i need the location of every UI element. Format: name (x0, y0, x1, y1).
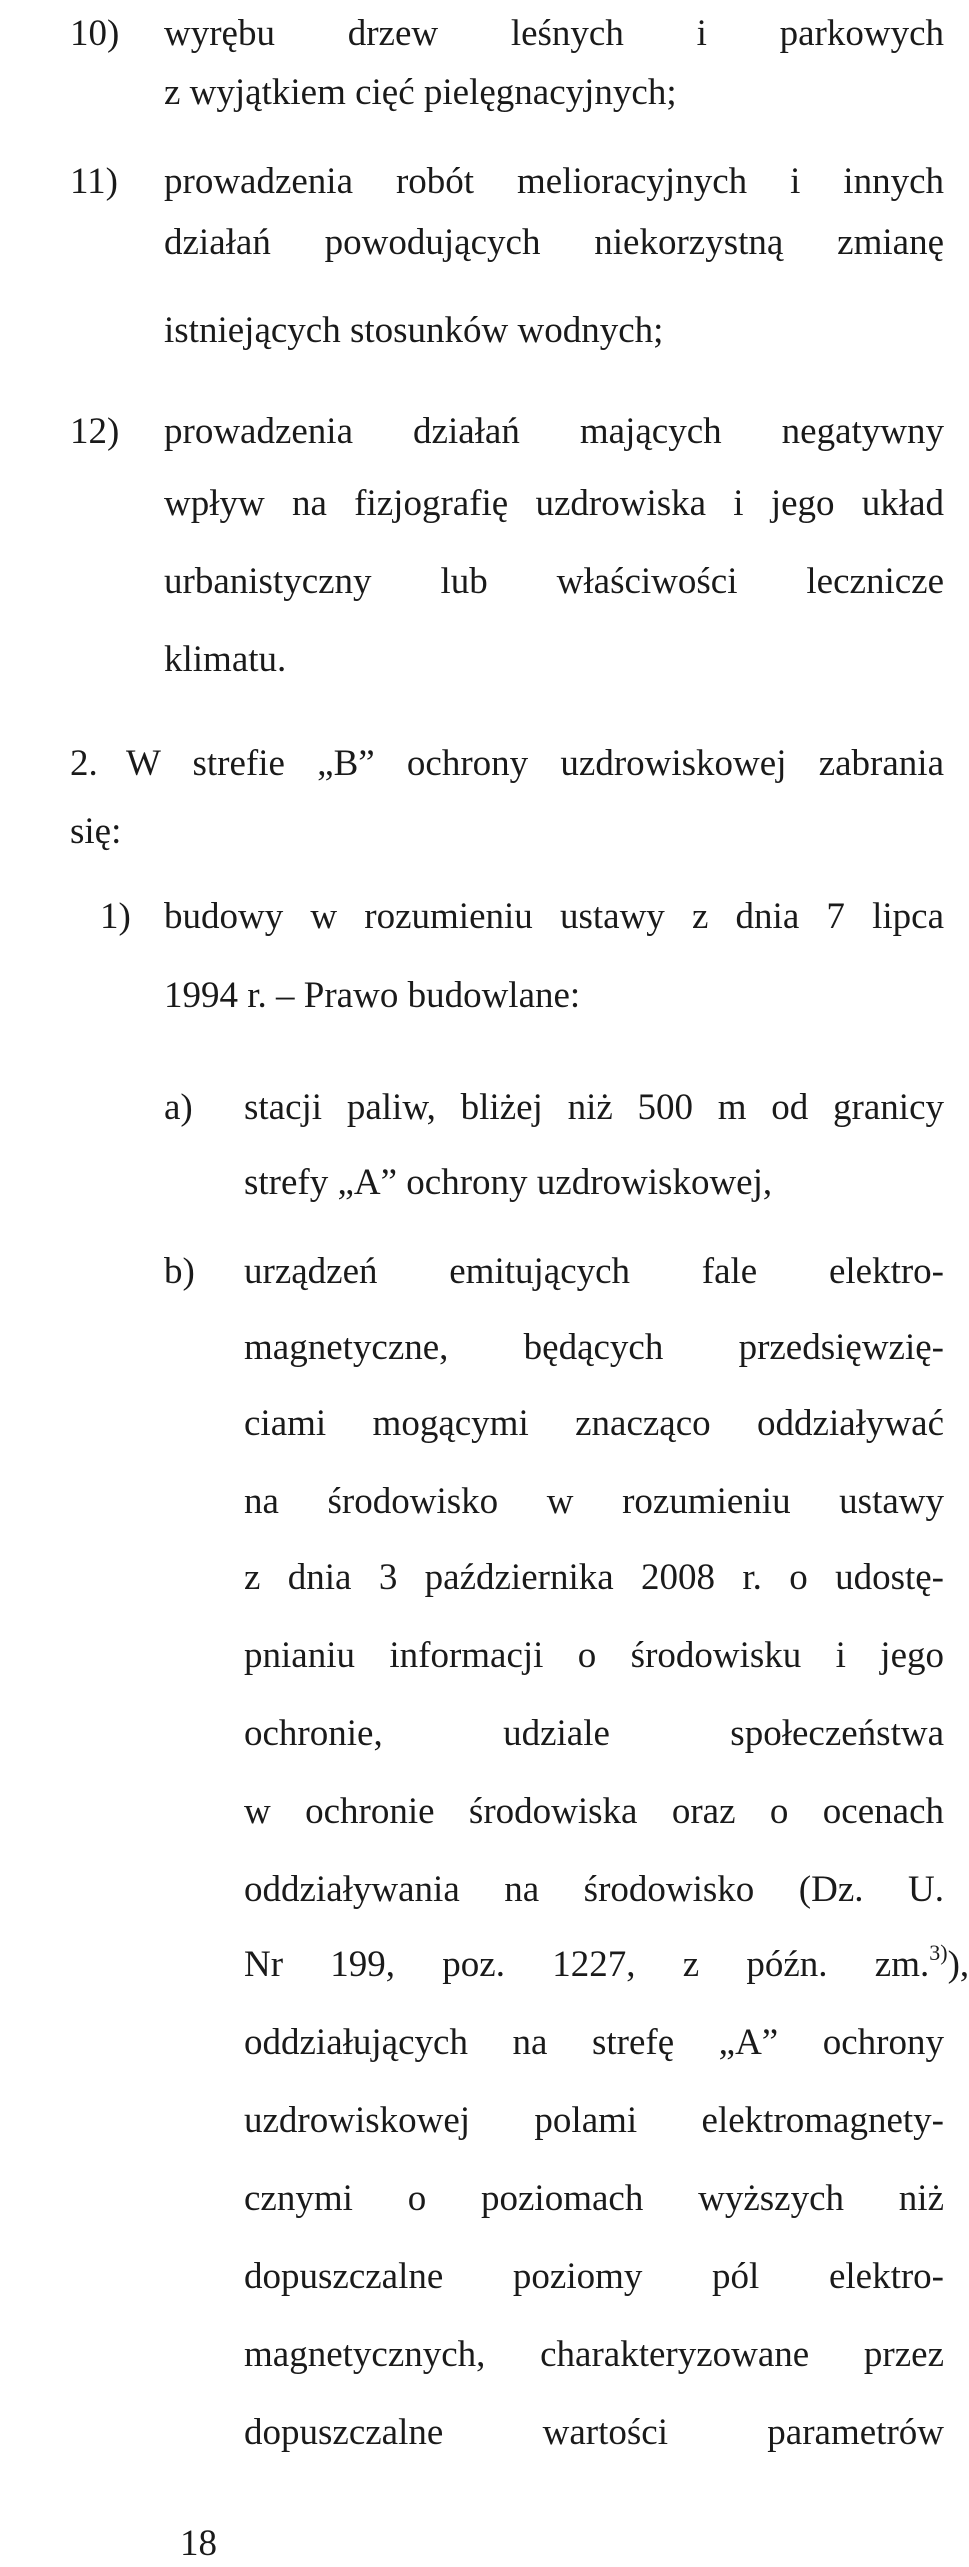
sub-b-line-9: oddziaływania na środowisko (Dz. U. (244, 1869, 944, 1910)
section-2-number: 2. (70, 743, 98, 784)
sub-b-line-8: w ochronie środowiska oraz o ocenach (244, 1791, 944, 1832)
sub-b-line-5: z dnia 3 października 2008 r. o udostę- (244, 1557, 944, 1598)
item-11-line-2: działań powodujących niekorzystną zmianę (164, 222, 944, 263)
footnote-tail: ), (947, 1944, 969, 1985)
item-12-line-2: wpływ na fizjografię uzdrowiska i jego układ (164, 483, 944, 524)
sub-b-line-6: pnianiu informacji o środowisku i jego (244, 1635, 944, 1676)
sub-b-line-2: magnetyczne, będących przedsięwzię- (244, 1327, 944, 1368)
item-12-line-3: urbanistyczny lub właściwości lecznicze (164, 561, 944, 602)
sub-b-label: b) (164, 1251, 195, 1292)
sub-b-line-13: cznymi o poziomach wyższych niż (244, 2178, 944, 2219)
item-11-line-1: prowadzenia robót melioracyjnych i innych (164, 161, 944, 202)
item-10-line-2: z wyjątkiem cięć pielęgnacyjnych; (164, 72, 677, 113)
item-10-line-1: wyrębu drzew leśnych i parkowych (164, 13, 944, 54)
section-2-line-2: się: (70, 811, 122, 852)
footnote-reference (929, 1940, 969, 1987)
sub-b-line-10-text: Nr 199, poz. 1227, z późn. zm. (244, 1944, 930, 1985)
page-number: 18 (180, 2523, 217, 2564)
section-2-line-1: W strefie „B” ochrony uzdrowiskowej zabrania (126, 743, 944, 784)
sub-b-line-4: na środowisko w rozumieniu ustawy (244, 1481, 944, 1522)
sub-b-line-14: dopuszczalne poziomy pól elektro- (244, 2256, 944, 2297)
item-1-number: 1) (100, 896, 131, 937)
item-12-line-1: prowadzenia działań mających negatywny (164, 411, 944, 452)
item-number-12: 12) (70, 411, 120, 452)
item-number-10: 10) (70, 13, 120, 54)
sub-b-line-16: dopuszczalne wartości parametrów (244, 2412, 944, 2453)
sub-b-line-15: magnetycznych, charakteryzowane przez (244, 2334, 944, 2375)
sub-a-line-2: strefy „A” ochrony uzdrowiskowej, (244, 1162, 773, 1203)
sub-b-line-10 (244, 1940, 969, 1987)
sub-a-label: a) (164, 1087, 193, 1128)
item-1-line-2: 1994 r. – Prawo budowlane: (164, 975, 581, 1016)
footnote-marker: 3) (929, 1940, 948, 1965)
sub-b-line-3: ciami mogącymi znacząco oddziaływać (244, 1403, 944, 1444)
sub-a-line-1: stacji paliw, bliżej niż 500 m od granicy (244, 1087, 944, 1128)
sub-b-line-7: ochronie, udziale społeczeństwa (244, 1713, 944, 1754)
item-11-line-3: istniejących stosunków wodnych; (164, 310, 664, 351)
sub-b-line-11: oddziałujących na strefę „A” ochrony (244, 2022, 944, 2063)
sub-b-line-12: uzdrowiskowej polami elektromagnety- (244, 2100, 944, 2141)
item-1-line-1: budowy w rozumieniu ustawy z dnia 7 lipca (164, 896, 944, 937)
item-12-line-4: klimatu. (164, 639, 287, 680)
item-number-11: 11) (70, 161, 118, 202)
sub-b-line-1: urządzeń emitujących fale elektro- (244, 1251, 944, 1292)
